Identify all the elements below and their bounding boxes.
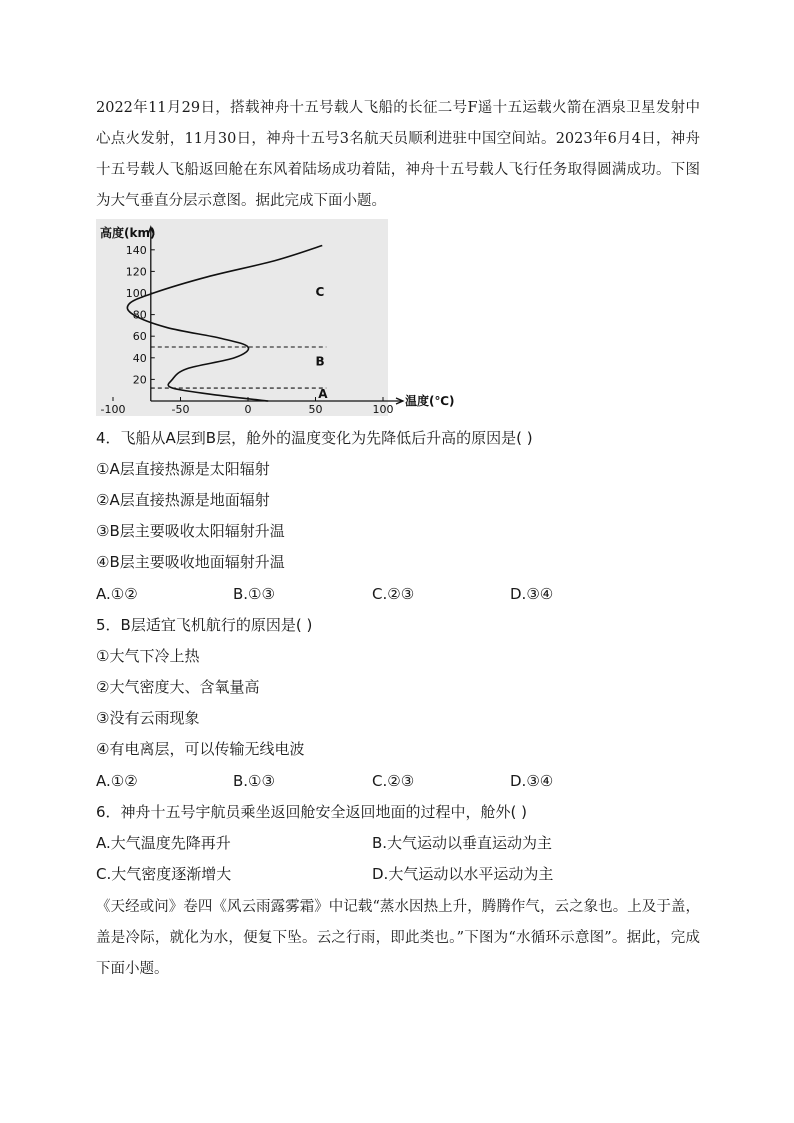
x-tick-label: 50 (308, 403, 323, 416)
q4-option-c[interactable]: C.②③ (372, 585, 415, 603)
q4-option-d[interactable]: D.③④ (510, 585, 554, 603)
x-tick-label: 100 (372, 403, 394, 416)
intro-paragraph: 2022年11月29日，搭载神舟十五号载人飞船的长征二号F遥十五运载火箭在酒泉卫星发射中心点火发射，11月30日，神舟十五号3名航天员顺利进驻中国空间站。2023年6月4日，神舟十五号载人飞船返回舱在东风着陆场成功着陆，神舟十五号载人飞行任务取得圆满成功。下图为大气垂直分层示意图。据此完成下面小题。 (96, 100, 700, 209)
layer-label-c: C (315, 285, 325, 300)
q5-option-d[interactable]: D.③④ (510, 772, 554, 790)
x-tick-label: 0 (244, 403, 252, 416)
q4-statement-3: ③B层主要吸收太阳辐射升温 (96, 522, 285, 540)
passage2-paragraph: 《天经或问》卷四《风云雨露雾霜》中记载“蒸水因热上升，腾腾作气，云之象也。上及于盖，盖是冷际，就化为水，便复下坠。云之行雨，即此类也。”下图为“水循环示意图”。据此，完成下面小题。 (96, 899, 700, 977)
x-tick-label: -100 (100, 403, 126, 416)
q5-option-c[interactable]: C.②③ (372, 772, 415, 790)
q5-statement-2: ②大气密度大、含氧量高 (96, 678, 260, 696)
q6-option-b[interactable]: B.大气运动以垂直运动为主 (372, 834, 553, 852)
q4-statement-4: ④B层主要吸收地面辐射升温 (96, 553, 285, 571)
q6-stem: 6．神舟十五号宇航员乘坐返回舱安全返回地面的过程中，舱外( ) (96, 803, 528, 821)
q6-option-c[interactable]: C.大气密度逐渐增大 (96, 865, 232, 883)
y-axis-label: 高度(km) (100, 226, 156, 240)
y-tick-label: 100 (125, 287, 147, 300)
q4-option-a[interactable]: A.①② (96, 585, 138, 603)
temperature-curve (127, 245, 322, 401)
layer-label-b: B (315, 354, 325, 369)
y-tick-label: 60 (132, 330, 147, 344)
x-axis-label: 温度(℃) (405, 394, 455, 408)
q5-statement-4: ④有电离层，可以传输无线电波 (96, 740, 305, 758)
q5-stem: 5．B层适宜飞机航行的原因是( ) (96, 616, 313, 634)
q5-statement-3: ③没有云雨现象 (96, 709, 200, 727)
y-tick-label: 120 (125, 265, 147, 279)
q5-option-a[interactable]: A.①② (96, 772, 138, 790)
x-tick-label: -50 (171, 403, 190, 416)
q5-option-b[interactable]: B.①③ (233, 772, 275, 790)
atmosphere-layer-chart (96, 219, 455, 416)
y-tick-label: 40 (132, 351, 147, 365)
y-tick-label: 20 (132, 373, 147, 387)
layer-label-a: A (318, 386, 328, 401)
q5-statement-1: ①大气下冷上热 (96, 647, 200, 665)
q4-option-b[interactable]: B.①③ (233, 585, 275, 603)
q6-option-a[interactable]: A.大气温度先降再升 (96, 834, 231, 852)
y-tick-label: 140 (125, 243, 147, 257)
q4-stem: 4．飞船从A层到B层，舱外的温度变化为先降低后升高的原因是( ) (96, 429, 533, 447)
chart-svg (96, 219, 455, 416)
q6-option-d[interactable]: D.大气运动以水平运动为主 (372, 865, 554, 883)
y-tick-label: 80 (132, 308, 147, 322)
q4-statement-2: ②A层直接热源是地面辐射 (96, 491, 270, 509)
q4-statement-1: ①A层直接热源是太阳辐射 (96, 460, 270, 478)
